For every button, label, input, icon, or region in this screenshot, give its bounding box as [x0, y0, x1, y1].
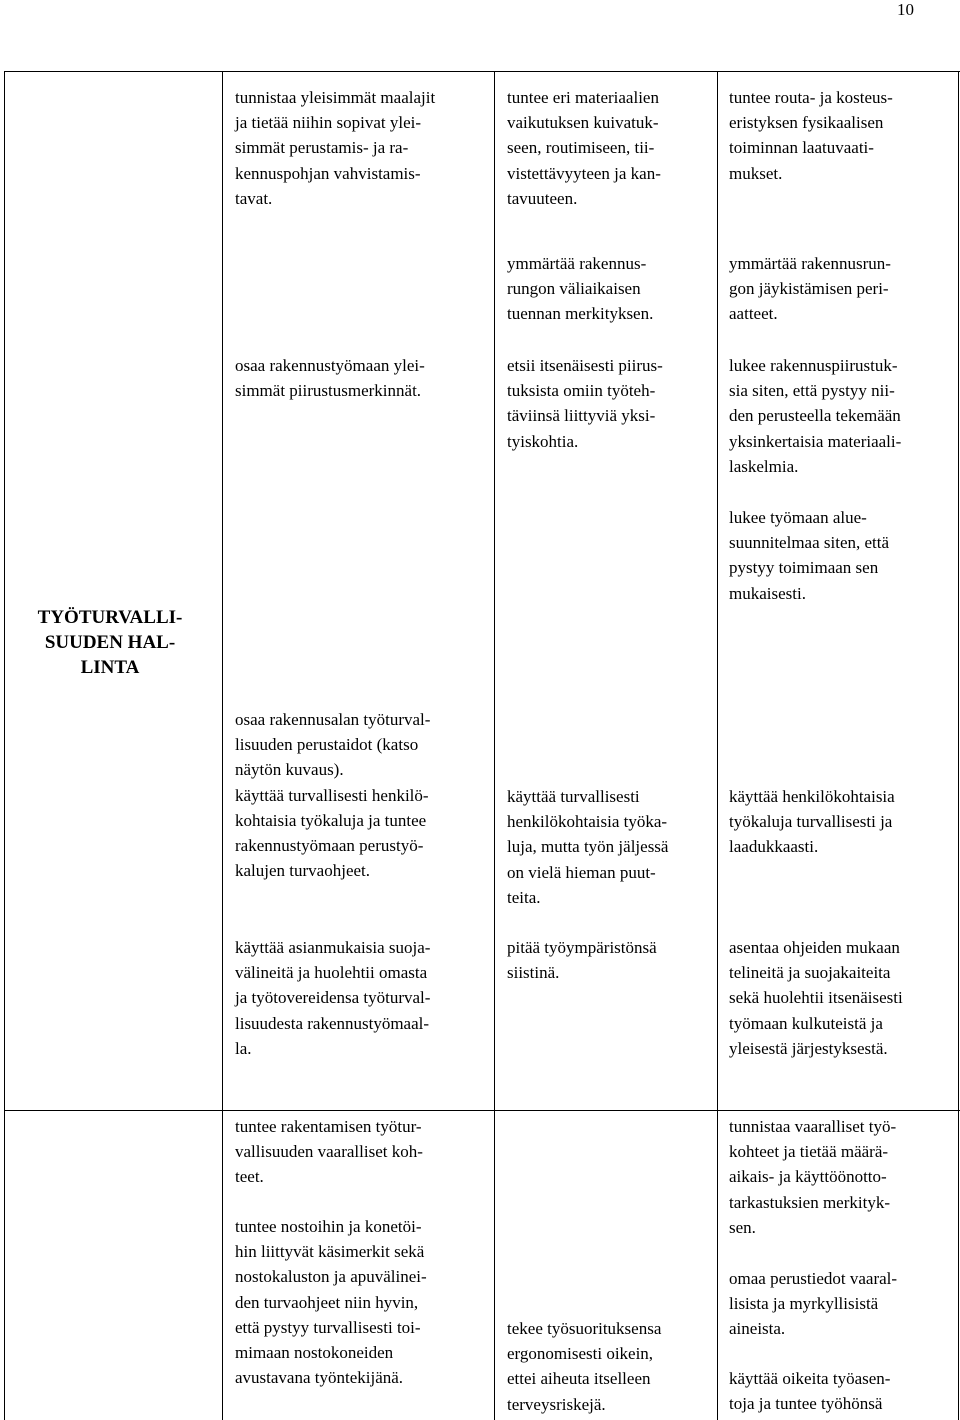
- criterion-text: omaa perustiedot vaaral- lisista ja myrkyllisistä aineista.: [729, 1269, 898, 1339]
- page-number: 10: [897, 0, 914, 19]
- table-top-border: [4, 71, 960, 72]
- criterion-text: tunnistaa vaaralliset työ- kohteet ja tietää määrä- aikais- ja käyttöönotto- tarkastuksien merkityk- sen.: [729, 1117, 897, 1237]
- column-divider-1: [222, 71, 223, 1420]
- criterion-text: tuntee nostoihin ja konetöi- hin liittyvät käsimerkit sekä nostokaluston ja apuvälinei- den turvaohjeet niin hyvin, että pystyy turvallisesti toi- mimaan nostokoneiden avustavana työntekijänä.: [235, 1217, 427, 1388]
- criterion-text: tuntee rakentamisen työtur- vallisuuden vaaralliset koh- teet.: [235, 1117, 423, 1187]
- criterion-text: etsii itsenäisesti piirus- tuksista omiin työteh- täviinsä liittyviä yksi- tyiskohtia.: [507, 356, 663, 451]
- criterion-text: ymmärtää rakennusrun- gon jäykistämisen peri- aatteet.: [729, 254, 891, 324]
- criterion-text: lukee rakennuspiirustuk- sia siten, että pystyy nii- den perusteella tekemään yksinkertaisia materiaali- laskelmia.: [729, 356, 902, 476]
- section-divider: [4, 1110, 960, 1111]
- criterion-text: käyttää oikeita työasen- toja ja tuntee työhönsä: [729, 1369, 891, 1414]
- column-divider-2: [494, 71, 495, 1420]
- criterion-text: lukee työmaan alue- suunnitelmaa siten, että pystyy toimimaan sen mukaisesti.: [729, 508, 890, 603]
- table-left-border: [4, 71, 5, 1420]
- section-heading: TYÖTURVALLI- SUUDEN HAL- LINTA: [37, 607, 183, 678]
- criterion-text: ymmärtää rakennus- rungon väliaikaisen tuennan merkityksen.: [507, 254, 654, 324]
- criterion-text: käyttää henkilökohtaisia työkaluja turvallisesti ja laadukkaasti.: [729, 787, 895, 857]
- criterion-text: asentaa ohjeiden mukaan telineitä ja suojakaiteita sekä huolehtii itsenäisesti työmaan kulkuteistä ja yleisestä järjestyksestä.: [729, 938, 903, 1058]
- criterion-text: tekee työsuorituksensa ergonomisesti oikein, ettei aiheuta itselleen terveysriskejä.: [507, 1319, 662, 1414]
- table-right-border: [958, 71, 959, 1420]
- criterion-text: osaa rakennusalan työturval- lisuuden perustaidot (katso näytön kuvaus). käyttää turvallisesti henkilö- kohtaisia työkaluja ja tuntee rakennustyömaan perustyö- kalujen turvaohjeet.: [235, 710, 431, 881]
- criterion-text: tuntee routa- ja kosteus- eristyksen fysikaalisen toiminnan laatuvaati- mukset.: [729, 88, 893, 183]
- criterion-text: pitää työympäristönsä siistinä.: [507, 938, 657, 983]
- criterion-text: tunnistaa yleisimmät maalajit ja tietää niihin sopivat ylei- simmät perustamis- ja ra- kennuspohjan vahvistamis- tavat.: [235, 88, 436, 208]
- criterion-text: käyttää asianmukaisia suoja- välineitä ja huolehtii omasta ja työtovereidensa työturval- lisuudesta rakennustyömaal- la.: [235, 938, 431, 1058]
- criterion-text: tuntee eri materiaalien vaikutuksen kuivatuk- seen, routimiseen, tii- vistettävyyteen ja kan- tavuuteen.: [507, 88, 661, 208]
- criterion-text: osaa rakennustyömaan ylei- simmät piirustusmerkinnät.: [235, 356, 425, 401]
- column-divider-3: [717, 71, 718, 1420]
- criterion-text: käyttää turvallisesti henkilökohtaisia työka- luja, mutta työn jäljessä on vielä hieman puut- teita.: [507, 787, 669, 907]
